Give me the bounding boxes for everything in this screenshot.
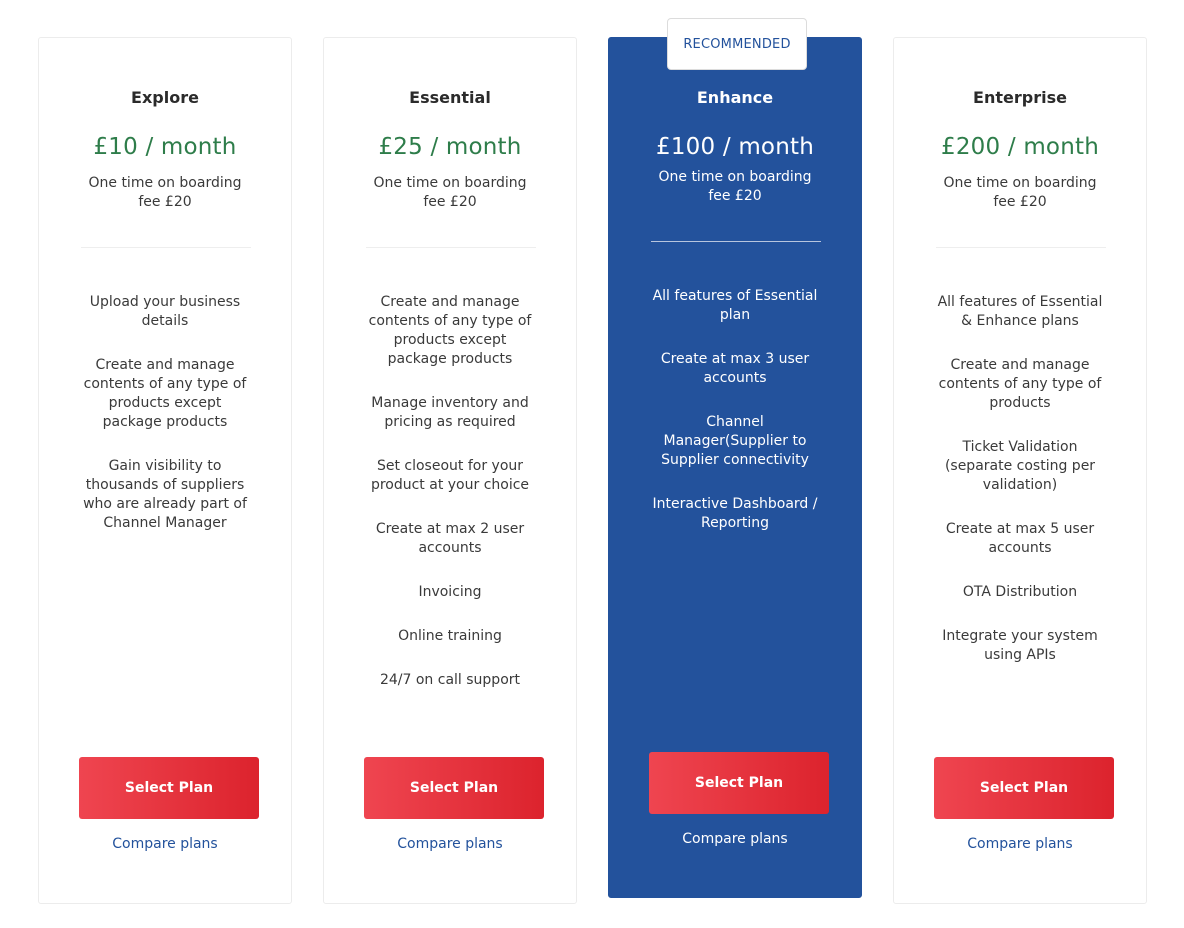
compare-plans-link[interactable]: Compare plans xyxy=(682,831,788,847)
feature-item: Gain visibility to thousands of suppliers who are already part of Channel Manager xyxy=(83,458,247,531)
plan-price: £25 / month xyxy=(378,134,522,160)
feature-item: OTA Distribution xyxy=(962,584,1078,600)
plan-card-enterprise xyxy=(893,37,1147,904)
plan-name: Enterprise xyxy=(973,88,1067,107)
plan-card-enhance xyxy=(608,37,862,898)
feature-item: Create at max 2 user accounts xyxy=(375,521,525,556)
plan-card-essential xyxy=(323,37,577,904)
onboarding-fee: One time on boarding fee £20 xyxy=(658,169,812,204)
feature-item: Create and manage contents of any type of products except package products xyxy=(83,357,247,430)
divider xyxy=(81,247,251,248)
select-plan-button[interactable]: Select Plan xyxy=(649,752,829,814)
select-plan-button[interactable]: Select Plan xyxy=(364,757,544,819)
onboarding-fee: One time on boarding fee £20 xyxy=(943,175,1097,210)
feature-list xyxy=(364,293,536,715)
feature-item: Manage inventory and pricing as required xyxy=(371,395,529,430)
feature-item: Create at max 5 user accounts xyxy=(945,521,1095,556)
plan-price: £100 / month xyxy=(656,134,814,160)
feature-item: 24/7 on call support xyxy=(379,672,521,688)
plan-name: Essential xyxy=(409,88,491,107)
feature-item: Interactive Dashboard / Reporting xyxy=(652,496,818,531)
feature-item: Create at max 3 user accounts xyxy=(660,351,810,386)
feature-item: Channel Manager(Supplier to Supplier connectivity xyxy=(661,414,809,468)
recommended-badge: RECOMMENDED xyxy=(667,18,807,70)
compare-plans-link[interactable]: Compare plans xyxy=(112,836,218,852)
feature-list xyxy=(649,287,821,558)
divider xyxy=(651,241,821,242)
feature-list xyxy=(934,293,1106,690)
feature-item: All features of Essential & Enhance plans xyxy=(937,294,1103,329)
feature-item: Create and manage contents of any type of products except package products xyxy=(368,294,532,367)
select-plan-button[interactable]: Select Plan xyxy=(934,757,1114,819)
feature-item: Integrate your system using APIs xyxy=(942,628,1098,663)
divider xyxy=(366,247,536,248)
select-plan-button[interactable]: Select Plan xyxy=(79,757,259,819)
plan-price: £200 / month xyxy=(941,134,1099,160)
feature-list xyxy=(79,293,251,558)
feature-item: Set closeout for your product at your choice xyxy=(370,458,530,493)
feature-item: Ticket Validation (separate costing per validation) xyxy=(944,439,1096,493)
feature-item: Create and manage contents of any type of products xyxy=(938,357,1102,411)
plan-name: Explore xyxy=(131,88,199,107)
onboarding-fee: One time on boarding fee £20 xyxy=(373,175,527,210)
feature-item: Upload your business details xyxy=(89,294,241,329)
compare-plans-link[interactable]: Compare plans xyxy=(967,836,1073,852)
feature-item: All features of Essential plan xyxy=(652,288,818,323)
feature-item: Invoicing xyxy=(418,584,482,600)
feature-item: Online training xyxy=(398,628,502,644)
plan-card-explore xyxy=(38,37,292,904)
compare-plans-link[interactable]: Compare plans xyxy=(397,836,503,852)
divider xyxy=(936,247,1106,248)
onboarding-fee: One time on boarding fee £20 xyxy=(88,175,242,210)
plan-price: £10 / month xyxy=(93,134,237,160)
plan-name: Enhance xyxy=(696,88,774,107)
